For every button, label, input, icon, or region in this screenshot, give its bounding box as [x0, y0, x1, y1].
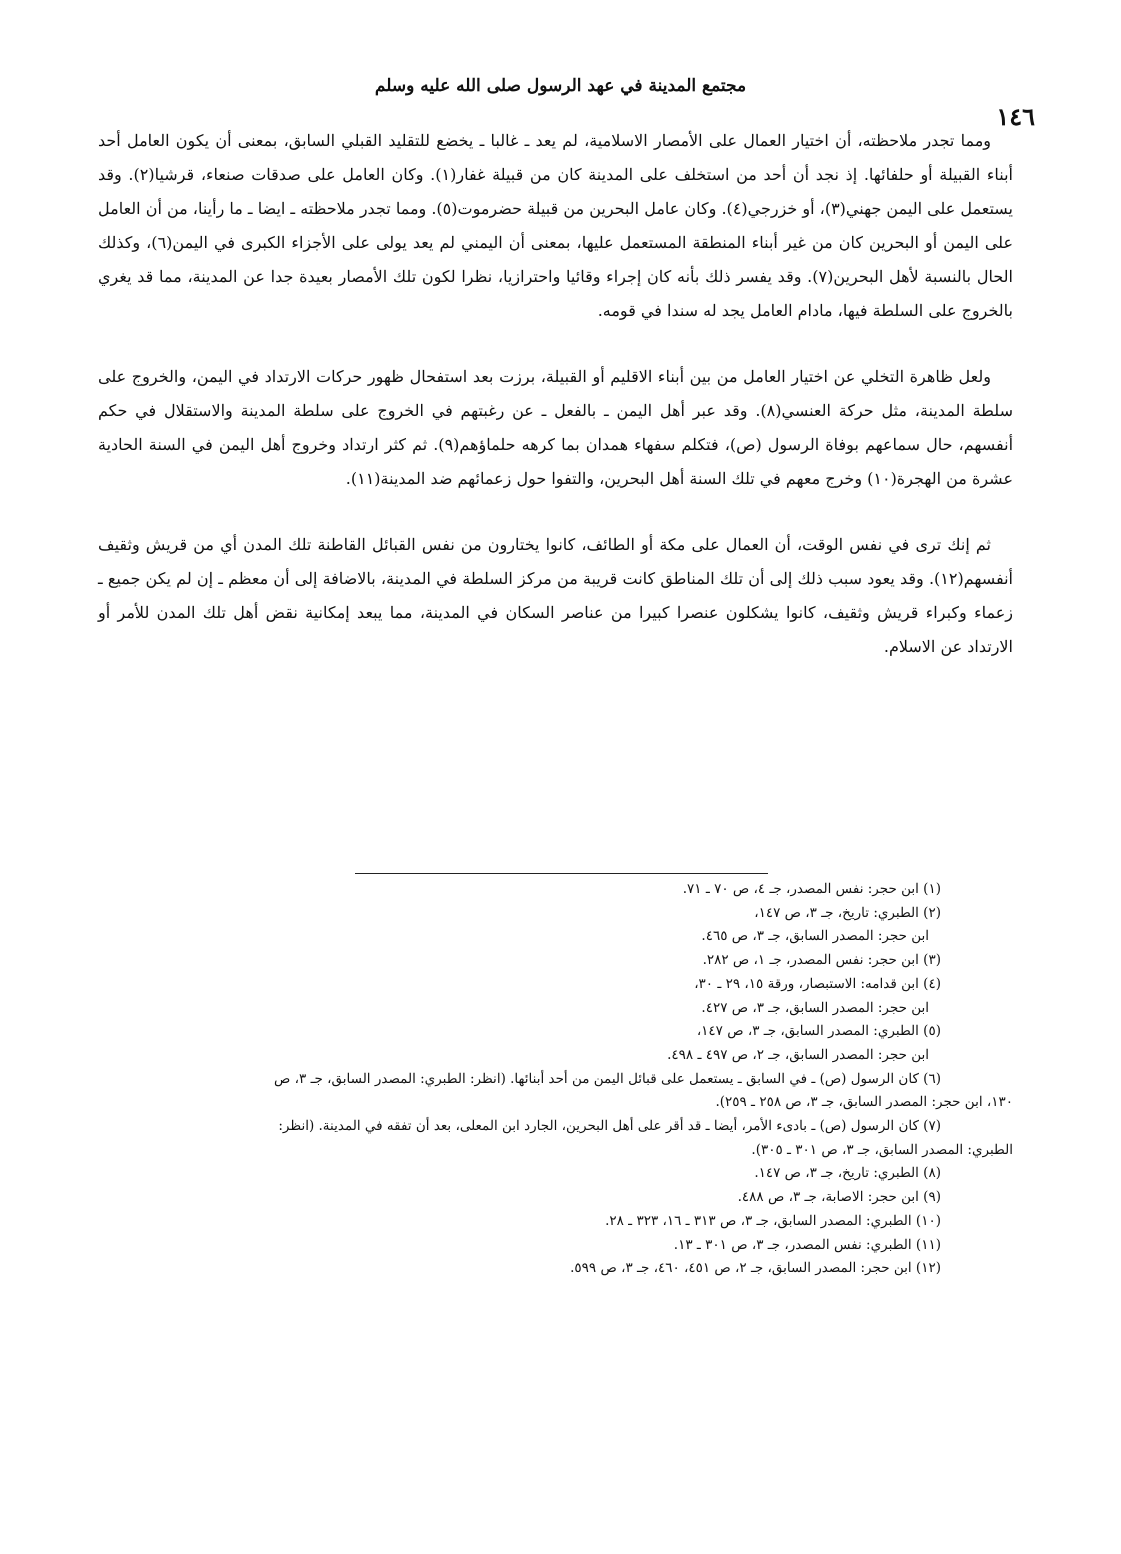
footnotes [98, 878, 1013, 1281]
footnote: (١١) الطبري: نفس المصدر، جـ ٣، ص ٣٠١ ـ ١٣. [673, 1236, 941, 1253]
footnote: (١٢) ابن حجر: المصدر السابق، جـ ٢، ص ٤٥١، ٤٦٠، جـ ٣، ص ٥٩٩. [570, 1260, 941, 1277]
page-number: ١٤٦ [996, 102, 1035, 131]
footnote: (٣) ابن حجر: نفس المصدر، جـ ١، ص ٢٨٢. [702, 952, 941, 969]
footnote: (٤) ابن قدامه: الاستبصار، ورقة ١٥، ٢٩ ـ ٣٠، [694, 975, 941, 992]
paragraph: ولعل ظاهرة التخلي عن اختيار العامل من بين أبناء الاقليم أو القبيلة، برزت بعد استفحال ظهور حركات الارتداد في اليمن، والخروج على سلطة المدينة، مثل حركة العنسي(٨). وقد عبر أهل اليمن ـ بالفعل ـ عن رغبتهم في الخروج على سلطة المدينة والاستقلال في حكم أنفسهم، حال سماعهم بوفاة الرسول (ص)، فتكلم سفهاء همدان بما كرهه حلماؤهم(٩). ثم كثر ارتداد وخروج أهل اليمن في السنة الحادية عشرة من الهجرة(١٠) وخرج معهم في تلك السنة أهل البحرين، والتفوا حول زعمائهم ضد المدينة(١١). [98, 367, 1014, 488]
footnote: الطبري: المصدر السابق، جـ ٣، ص ٣٠١ ـ ٣٠٥). [751, 1141, 1013, 1158]
footnote: (٦) كان الرسول (ص) ـ في السابق ـ يستعمل على قبائل اليمن من أحد أبنائها. (انظر: الطبري: المصدر السابق، جـ ٣، ص [274, 1070, 941, 1087]
footnote: (٢) الطبري: تاريخ، جـ ٣، ص ١٤٧، [754, 904, 941, 921]
footnote: (٧) كان الرسول (ص) ـ بادىء الأمر، أيضا ـ قد أقر على أهل البحرين، الجارد ابن المعلى، بعد أن تفقه في المدينة. (انظر: [278, 1118, 941, 1135]
footnote: ابن حجر: المصدر السابق، جـ ٢، ص ٤٩٧ ـ ٤٩٨. [667, 1046, 929, 1063]
footnote: (٩) ابن حجر: الاصابة، جـ ٣، ص ٤٨٨. [737, 1189, 941, 1206]
footnote: ١٣٠، ابن حجر: المصدر السابق، جـ ٣، ص ٢٥٨ ـ ٢٥٩). [715, 1094, 1013, 1111]
footnote: (١) ابن حجر: نفس المصدر، جـ ٤، ص ٧٠ ـ ٧١. [682, 881, 941, 897]
footnote: (٥) الطبري: المصدر السابق، جـ ٣، ص ١٤٧، [696, 1023, 941, 1040]
footnote: (١٠) الطبري: المصدر السابق، جـ ٣، ص ٣١٣ ـ ١٦، ٣٢٣ ـ ٢٨. [605, 1212, 941, 1229]
footnote: (٨) الطبري: تاريخ، جـ ٣، ص ١٤٧. [754, 1165, 941, 1182]
footnote: ابن حجر: المصدر السابق، جـ ٣، ص ٤٦٥. [701, 928, 929, 945]
footnote: ابن حجر: المصدر السابق، جـ ٣، ص ٤٢٧. [701, 999, 929, 1016]
main-text [98, 124, 1013, 664]
paragraph: ثم إنك ترى في نفس الوقت، أن العمال على مكة أو الطائف، كانوا يختارون من نفس القبائل القاطنة تلك المدن أي من قريش وثقيف أنفسهم(١٢). وقد يعود سبب ذلك إلى أن تلك المناطق كانت قريبة من مركز السلطة في المدينة، بالاضافة إلى أن معظم ـ إن لم يكن جميع ـ زعماء وكبراء قريش وثقيف، كانوا يشكلون عنصرا كبيرا من عناصر السكان في المدينة، مما يبعد إمكانية نقض أهل تلك المدن للأمر أو الارتداد عن الاسلام. [98, 535, 1014, 656]
paragraph: ومما تجدر ملاحظته، أن اختيار العمال على الأمصار الاسلامية، لم يعد ـ غالبا ـ يخضع للتقليد القبلي السابق، بمعنى أن يكون العامل أحد أبناء القبيلة أو حلفائها. إذ نجد أن أحد من استخلف على المدينة كان من قبيلة غفار(١). وكان العامل على صدقات صنعاء، قرشيا(٢). وقد يستعمل على اليمن جهني(٣)، أو خزرجي(٤). وكان عامل البحرين من قبيلة حضرموت(٥). ومما تجدر ملاحظته ـ ايضا ـ ما رأينا، من أن العامل على اليمن أو البحرين كان من غير أبناء المنطقة المستعمل عليها، بمعنى أن اليمني لم يعد يولى على الأجزاء الكبرى في اليمن(٦)، وكذلك الحال بالنسبة لأهل البحرين(٧). وقد يفسر ذلك بأنه كان إجراء وقائيا واحترازيا، نظرا لكون تلك الأمصار بعيدة جدا عن المدينة، مما قد يغري بالخروج على السلطة فيها، مادام العامل يجد له سندا في قومه. [98, 131, 1014, 320]
running-title: مجتمع المدينة في عهد الرسول صلى الله عليه وسلم [374, 76, 747, 96]
footnote-divider [355, 873, 768, 874]
